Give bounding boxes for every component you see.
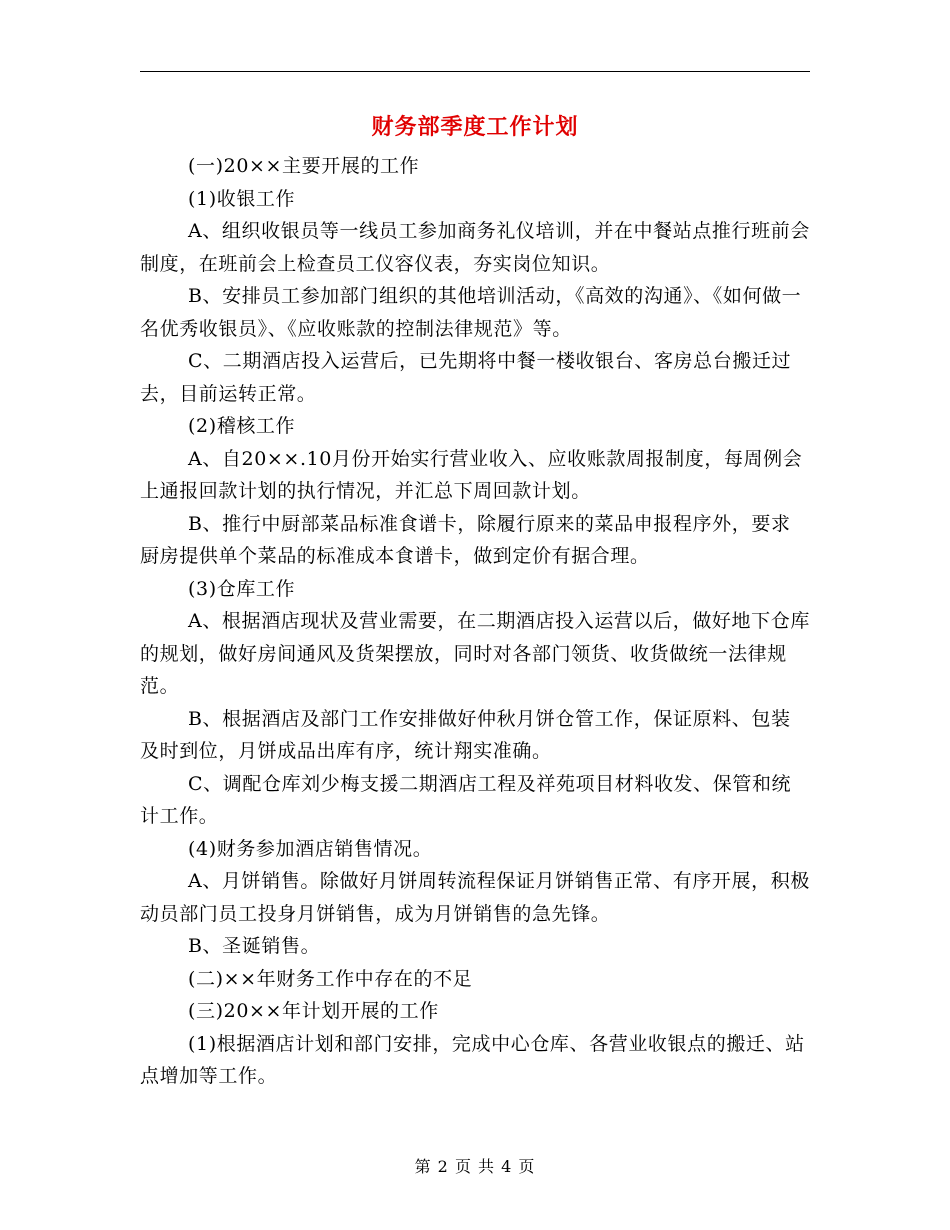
subsection-heading: (2)稽核工作 bbox=[188, 415, 296, 437]
paragraph: C、二期酒店投入运营后，已先期将中餐一楼收银台、客房总台搬迁过去，目前运转正常。 bbox=[140, 350, 792, 405]
section-heading: (三)20××年计划开展的工作 bbox=[188, 1000, 439, 1022]
paragraph: B、圣诞销售。 bbox=[188, 935, 321, 957]
paragraph: A、根据酒店现状及营业需要，在二期酒店投入运营以后，做好地下仓库的规划，做好房间通风及货架摆放，同时对各部门领货、收货做统一法律规范。 bbox=[140, 610, 810, 697]
paragraph: B、安排员工参加部门组织的其他培训活动，《高效的沟通》、《如何做一名优秀收银员》、《应收账款的控制法律规范》等。 bbox=[140, 285, 802, 340]
paragraph: A、自20××.10月份开始实行营业收入、应收账款周报制度，每周例会上通报回款计划的执行情况，并汇总下周回款计划。 bbox=[140, 447, 803, 502]
page-title: 财务部季度工作计划 bbox=[371, 114, 579, 140]
subsection-heading: (3)仓库工作 bbox=[188, 577, 296, 600]
subsection-heading: (4)财务参加酒店销售情况。 bbox=[188, 837, 433, 860]
section-heading: (二)××年财务工作中存在的不足 bbox=[188, 967, 473, 990]
paragraph: A、月饼销售。除做好月饼周转流程保证月饼销售正常、有序开展，积极动员部门员工投身月饼销售，成为月饼销售的急先锋。 bbox=[140, 870, 810, 925]
paragraph: B、根据酒店及部门工作安排做好仲秋月饼仓管工作，保证原料、包装及时到位，月饼成品出库有序，统计翔实准确。 bbox=[140, 707, 791, 762]
section-heading: (一)20××主要开展的工作 bbox=[188, 155, 420, 177]
header-rule bbox=[140, 71, 810, 72]
paragraph: B、推行中厨部菜品标准食谱卡，除履行原来的菜品申报程序外，要求厨房提供单个菜品的标准成本食谱卡，做到定价有据合理。 bbox=[140, 512, 791, 567]
subsection-heading: (1)收银工作 bbox=[188, 187, 296, 210]
document-body bbox=[140, 150, 810, 1093]
paragraph: C、调配仓库刘少梅支援二期酒店工程及祥苑项目材料收发、保管和统计工作。 bbox=[140, 772, 792, 827]
page-number: 第 2 页 共 4 页 bbox=[414, 1157, 536, 1176]
paragraph: A、组织收银员等一线员工参加商务礼仪培训，并在中餐站点推行班前会制度，在班前会上检查员工仪容仪表，夯实岗位知识。 bbox=[140, 220, 810, 275]
paragraph: (1)根据酒店计划和部门安排，完成中心仓库、各营业收银点的搬迁、站点增加等工作。 bbox=[140, 1032, 805, 1087]
